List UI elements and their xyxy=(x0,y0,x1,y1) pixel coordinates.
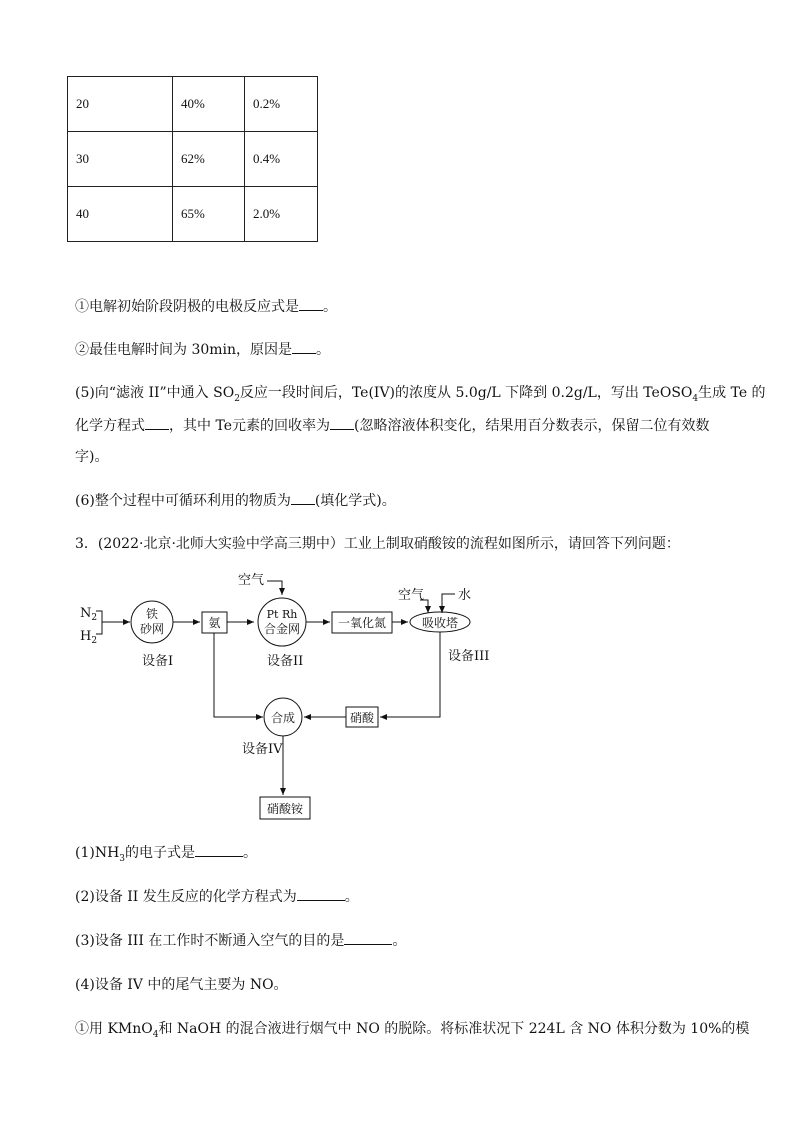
table-cell: 0.4% xyxy=(245,132,318,187)
table-cell: 65% xyxy=(173,187,245,242)
answer-blank[interactable] xyxy=(299,296,323,311)
question-5-line-1 xyxy=(75,383,766,403)
answer-blank[interactable] xyxy=(291,490,315,505)
node-label: 砂网 xyxy=(139,622,165,636)
question-text: ①电解初始阶段阴极的电极反应式是 xyxy=(75,299,299,315)
device-label: 设备I xyxy=(142,654,174,669)
question-text: 3．(2022·北京·北师大实验中学高三期中）工业上制取硝酸铵的流程如图所示，请回答下列问题： xyxy=(75,536,680,552)
air-label: 空气 xyxy=(238,573,265,588)
air-label: 空气 xyxy=(398,588,425,603)
question-text: ，其中 Te元素的回收率为 xyxy=(169,418,330,434)
node-label: 硝酸 xyxy=(349,711,375,725)
subscript: 2 xyxy=(234,393,240,404)
answer-blank[interactable] xyxy=(292,339,316,354)
data-table xyxy=(67,76,318,242)
question-5-line-2 xyxy=(75,415,709,436)
question-text: 。 xyxy=(243,845,258,861)
table-cell: 30 xyxy=(68,132,173,187)
question-5-line-3 xyxy=(75,447,108,467)
table-cell: 20 xyxy=(68,77,173,132)
question-4-1 xyxy=(75,296,337,317)
answer-blank[interactable] xyxy=(330,415,354,430)
table-row xyxy=(68,77,318,132)
question-text: (6)整个过程中可循环利用的物质为 xyxy=(75,493,291,509)
device-label: 设备III xyxy=(448,649,490,664)
question-text: ①用 KMnO xyxy=(75,1021,153,1037)
question-text: 化学方程式 xyxy=(75,418,145,434)
question-text: 生成 Te 的 xyxy=(698,385,766,401)
process-flow-diagram xyxy=(70,567,510,825)
question-3-1 xyxy=(75,842,257,863)
question-3-stem xyxy=(75,534,680,554)
table-row xyxy=(68,187,318,242)
node-label: 合金网 xyxy=(263,622,301,636)
device-label: 设备IV xyxy=(242,742,283,757)
question-text: 。 xyxy=(392,933,407,949)
subscript: 4 xyxy=(152,1029,159,1040)
question-3-4 xyxy=(75,975,288,995)
answer-blank[interactable] xyxy=(145,415,169,430)
question-text: (3)设备 III 在工作时不断通入空气的目的是 xyxy=(75,933,345,949)
table-row xyxy=(68,132,318,187)
node-label: Pt Rh xyxy=(266,608,298,621)
device-label: 设备II xyxy=(267,654,304,669)
subscript: 4 xyxy=(692,393,699,404)
arrow xyxy=(442,594,455,613)
question-text: ②最佳电解时间为 30min，原因是 xyxy=(75,342,293,358)
answer-blank[interactable] xyxy=(344,930,392,945)
question-text: (2)设备 II 发生反应的化学方程式为 xyxy=(75,889,297,905)
question-text: 反应一段时间后，Te(IV)的浓度从 5.0g/L 下降到 0.2g/L，写出 TeOSO xyxy=(239,385,693,401)
question-text: (填化学式)。 xyxy=(314,493,396,509)
question-text: 和 NaOH 的混合液进行烟气中 NO 的脱除。将标准状况下 224L 含 NO 体积分数为 10%的模 xyxy=(158,1021,750,1037)
arrow xyxy=(267,581,282,595)
question-6 xyxy=(75,490,396,511)
question-text: 的电子式是 xyxy=(125,845,196,861)
water-label: 水 xyxy=(458,588,472,603)
subscript: 3 xyxy=(119,853,126,864)
question-text: 。 xyxy=(323,299,337,315)
answer-blank[interactable] xyxy=(195,842,243,857)
table-cell: 40 xyxy=(68,187,173,242)
node-label: 铁 xyxy=(145,607,159,621)
question-3-2 xyxy=(75,886,359,907)
node-label: 吸收塔 xyxy=(421,616,459,630)
table-cell: 0.2% xyxy=(245,77,318,132)
question-text: (5)向“滤液 II”中通入 SO xyxy=(75,385,235,401)
question-text: 。 xyxy=(316,342,331,358)
answer-blank[interactable] xyxy=(297,886,345,901)
node-label: 合成 xyxy=(270,711,296,725)
node-label: 一氧化氮 xyxy=(337,616,387,630)
question-4-2 xyxy=(75,339,330,360)
label-h2: $H_2$ xyxy=(80,629,98,646)
table-cell: 62% xyxy=(173,132,245,187)
label-n2: $N_2$ xyxy=(80,606,98,623)
arrow xyxy=(214,633,263,717)
question-text: (1)NH xyxy=(75,845,120,861)
node-label: 硝酸铵 xyxy=(266,802,304,816)
question-3-4-1 xyxy=(75,1019,749,1039)
question-text: 。 xyxy=(344,889,359,905)
table-cell: 40% xyxy=(173,77,245,132)
question-text: (忽略溶液体积变化，结果用百分数表示，保留二位有效数 xyxy=(354,418,710,434)
node-label: 氨 xyxy=(208,616,221,630)
arrow xyxy=(380,632,440,717)
question-text: 字)。 xyxy=(75,449,109,465)
question-text: (4)设备 IV 中的尾气主要为 NO。 xyxy=(75,977,288,993)
table-cell: 2.0% xyxy=(245,187,318,242)
question-3-3 xyxy=(75,930,406,951)
